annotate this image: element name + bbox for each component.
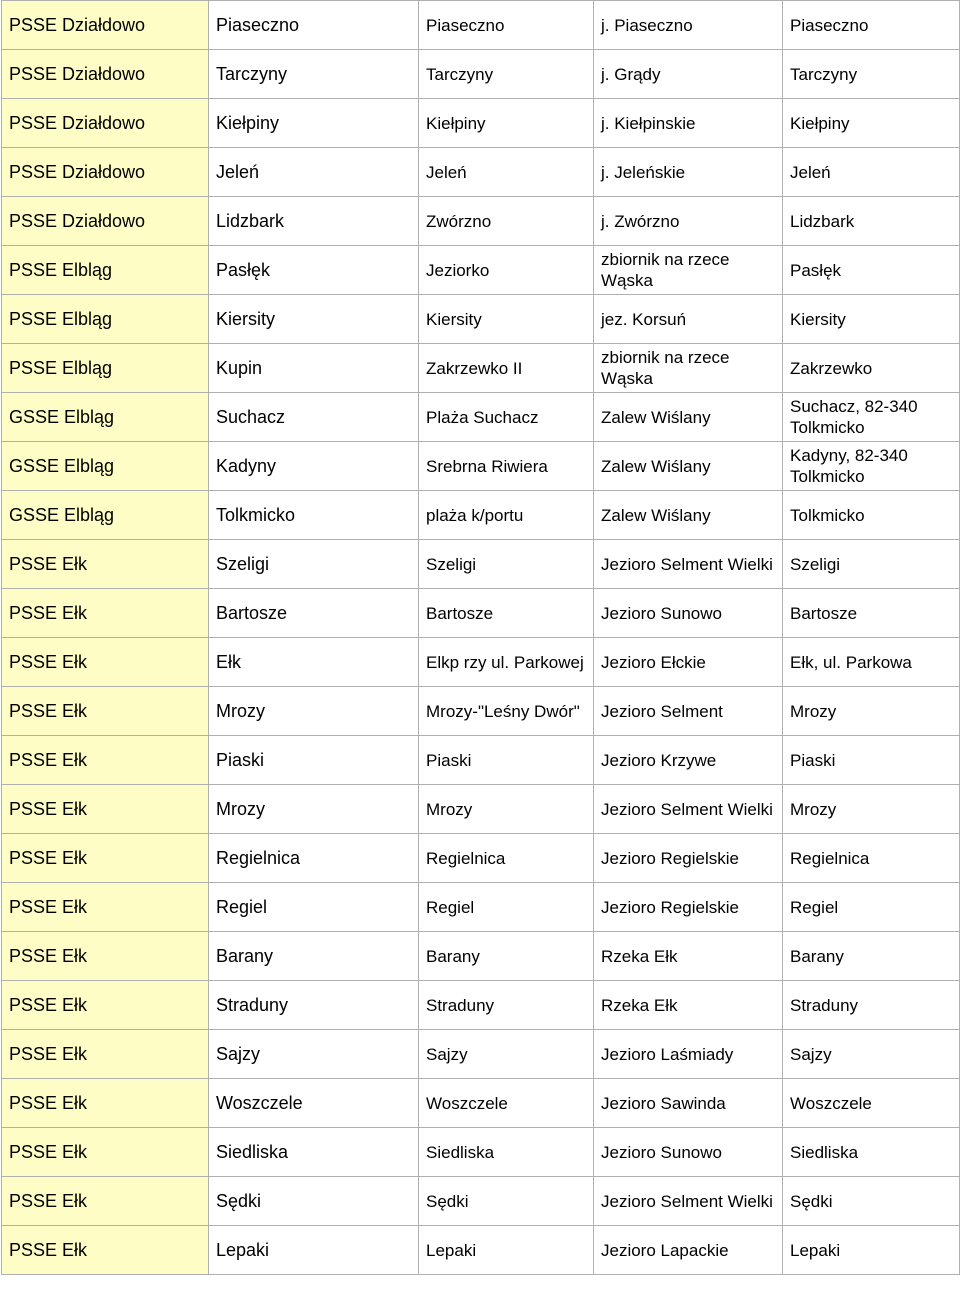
locality-cell: Suchacz bbox=[209, 393, 419, 442]
location-cell: Piaseczno bbox=[783, 1, 960, 50]
location-cell: Kadyny, 82-340 Tolkmicko bbox=[783, 442, 960, 491]
waterbody-cell: Jezioro Selment Wielki bbox=[594, 540, 783, 589]
site-cell: Jeleń bbox=[419, 148, 594, 197]
site-cell: Kiersity bbox=[419, 295, 594, 344]
site-cell: Tarczyny bbox=[419, 50, 594, 99]
location-cell: Tarczyny bbox=[783, 50, 960, 99]
waterbody-cell: j. Zwórzno bbox=[594, 197, 783, 246]
table-row bbox=[2, 589, 960, 638]
station-cell: PSSE Elbląg bbox=[2, 295, 209, 344]
locality-cell: Sędki bbox=[209, 1177, 419, 1226]
site-cell: Sędki bbox=[419, 1177, 594, 1226]
site-cell: Elkp rzy ul. Parkowej bbox=[419, 638, 594, 687]
locality-cell: Regiel bbox=[209, 883, 419, 932]
table-row bbox=[2, 491, 960, 540]
locality-cell: Barany bbox=[209, 932, 419, 981]
site-cell: Piaseczno bbox=[419, 1, 594, 50]
site-cell: Jeziorko bbox=[419, 246, 594, 295]
locality-cell: Sajzy bbox=[209, 1030, 419, 1079]
location-cell: Mrozy bbox=[783, 687, 960, 736]
waterbody-cell: j. Jeleńskie bbox=[594, 148, 783, 197]
locality-cell: Lepaki bbox=[209, 1226, 419, 1275]
locality-cell: Lidzbark bbox=[209, 197, 419, 246]
station-cell: PSSE Ełk bbox=[2, 785, 209, 834]
locality-cell: Kadyny bbox=[209, 442, 419, 491]
table-row bbox=[2, 50, 960, 99]
waterbody-cell: Jezioro Selment bbox=[594, 687, 783, 736]
site-cell: Straduny bbox=[419, 981, 594, 1030]
locality-cell: Mrozy bbox=[209, 785, 419, 834]
waterbody-cell: j. Piaseczno bbox=[594, 1, 783, 50]
site-cell: Mrozy-"Leśny Dwór" bbox=[419, 687, 594, 736]
station-cell: PSSE Ełk bbox=[2, 1030, 209, 1079]
station-cell: PSSE Elbląg bbox=[2, 344, 209, 393]
station-cell: PSSE Ełk bbox=[2, 540, 209, 589]
waterbody-cell: Zalew Wiślany bbox=[594, 393, 783, 442]
table-row bbox=[2, 1079, 960, 1128]
location-cell: Lidzbark bbox=[783, 197, 960, 246]
location-cell: Woszczele bbox=[783, 1079, 960, 1128]
locality-cell: Bartosze bbox=[209, 589, 419, 638]
site-cell: plaża k/portu bbox=[419, 491, 594, 540]
site-cell: Plaża Suchacz bbox=[419, 393, 594, 442]
site-cell: Lepaki bbox=[419, 1226, 594, 1275]
locality-cell: Kupin bbox=[209, 344, 419, 393]
locality-cell: Mrozy bbox=[209, 687, 419, 736]
station-cell: PSSE Działdowo bbox=[2, 148, 209, 197]
waterbody-cell: zbiornik na rzece Wąska bbox=[594, 344, 783, 393]
location-cell: Ełk, ul. Parkowa bbox=[783, 638, 960, 687]
table-row bbox=[2, 638, 960, 687]
location-cell: Barany bbox=[783, 932, 960, 981]
location-cell: Regiel bbox=[783, 883, 960, 932]
station-cell: PSSE Ełk bbox=[2, 736, 209, 785]
location-cell: Regielnica bbox=[783, 834, 960, 883]
station-cell: PSSE Działdowo bbox=[2, 1, 209, 50]
waterbody-cell: Jezioro Regielskie bbox=[594, 883, 783, 932]
location-cell: Zakrzewko bbox=[783, 344, 960, 393]
site-cell: Siedliska bbox=[419, 1128, 594, 1177]
location-cell: Lepaki bbox=[783, 1226, 960, 1275]
site-cell: Kiełpiny bbox=[419, 99, 594, 148]
table-row bbox=[2, 736, 960, 785]
table-row bbox=[2, 687, 960, 736]
site-cell: Piaski bbox=[419, 736, 594, 785]
station-cell: PSSE Działdowo bbox=[2, 99, 209, 148]
waterbody-cell: Jezioro Selment Wielki bbox=[594, 1177, 783, 1226]
locality-cell: Ełk bbox=[209, 638, 419, 687]
station-cell: PSSE Ełk bbox=[2, 1079, 209, 1128]
table-row bbox=[2, 246, 960, 295]
site-cell: Zwórzno bbox=[419, 197, 594, 246]
locality-cell: Pasłęk bbox=[209, 246, 419, 295]
station-cell: PSSE Ełk bbox=[2, 687, 209, 736]
locality-cell: Tarczyny bbox=[209, 50, 419, 99]
location-cell: Suchacz, 82-340 Tolkmicko bbox=[783, 393, 960, 442]
location-cell: Kiersity bbox=[783, 295, 960, 344]
waterbody-cell: jez. Korsuń bbox=[594, 295, 783, 344]
station-cell: GSSE Elbląg bbox=[2, 442, 209, 491]
table-row bbox=[2, 99, 960, 148]
table-row bbox=[2, 393, 960, 442]
table-row bbox=[2, 1128, 960, 1177]
waterbody-cell: Zalew Wiślany bbox=[594, 442, 783, 491]
station-cell: PSSE Ełk bbox=[2, 981, 209, 1030]
locality-cell: Kiełpiny bbox=[209, 99, 419, 148]
locality-cell: Jeleń bbox=[209, 148, 419, 197]
waterbody-cell: Jezioro Selment Wielki bbox=[594, 785, 783, 834]
table-row bbox=[2, 1030, 960, 1079]
location-cell: Bartosze bbox=[783, 589, 960, 638]
table-row bbox=[2, 540, 960, 589]
location-cell: Szeligi bbox=[783, 540, 960, 589]
waterbody-cell: Rzeka Ełk bbox=[594, 981, 783, 1030]
site-cell: Sajzy bbox=[419, 1030, 594, 1079]
station-cell: GSSE Elbląg bbox=[2, 393, 209, 442]
site-cell: Bartosze bbox=[419, 589, 594, 638]
station-cell: PSSE Elbląg bbox=[2, 246, 209, 295]
bathing-sites-table bbox=[1, 0, 960, 1275]
waterbody-cell: Jezioro Regielskie bbox=[594, 834, 783, 883]
site-cell: Szeligi bbox=[419, 540, 594, 589]
location-cell: Tolkmicko bbox=[783, 491, 960, 540]
table-row bbox=[2, 295, 960, 344]
waterbody-cell: Jezioro Ełckie bbox=[594, 638, 783, 687]
waterbody-cell: Rzeka Ełk bbox=[594, 932, 783, 981]
location-cell: Kiełpiny bbox=[783, 99, 960, 148]
waterbody-cell: j. Kiełpinskie bbox=[594, 99, 783, 148]
table-row bbox=[2, 1, 960, 50]
locality-cell: Siedliska bbox=[209, 1128, 419, 1177]
table-row bbox=[2, 785, 960, 834]
locality-cell: Regielnica bbox=[209, 834, 419, 883]
location-cell: Mrozy bbox=[783, 785, 960, 834]
location-cell: Piaski bbox=[783, 736, 960, 785]
table-row bbox=[2, 442, 960, 491]
table-row bbox=[2, 148, 960, 197]
site-cell: Srebrna Riwiera bbox=[419, 442, 594, 491]
locality-cell: Woszczele bbox=[209, 1079, 419, 1128]
waterbody-cell: Jezioro Sunowo bbox=[594, 589, 783, 638]
station-cell: PSSE Ełk bbox=[2, 1226, 209, 1275]
waterbody-cell: Jezioro Lapackie bbox=[594, 1226, 783, 1275]
waterbody-cell: Zalew Wiślany bbox=[594, 491, 783, 540]
location-cell: Straduny bbox=[783, 981, 960, 1030]
site-cell: Regielnica bbox=[419, 834, 594, 883]
station-cell: PSSE Działdowo bbox=[2, 50, 209, 99]
station-cell: GSSE Elbląg bbox=[2, 491, 209, 540]
station-cell: PSSE Ełk bbox=[2, 932, 209, 981]
location-cell: Sajzy bbox=[783, 1030, 960, 1079]
location-cell: Pasłęk bbox=[783, 246, 960, 295]
waterbody-cell: Jezioro Krzywe bbox=[594, 736, 783, 785]
station-cell: PSSE Działdowo bbox=[2, 197, 209, 246]
waterbody-cell: Jezioro Sawinda bbox=[594, 1079, 783, 1128]
locality-cell: Piaseczno bbox=[209, 1, 419, 50]
locality-cell: Piaski bbox=[209, 736, 419, 785]
station-cell: PSSE Ełk bbox=[2, 589, 209, 638]
site-cell: Woszczele bbox=[419, 1079, 594, 1128]
station-cell: PSSE Ełk bbox=[2, 1128, 209, 1177]
station-cell: PSSE Ełk bbox=[2, 883, 209, 932]
location-cell: Sędki bbox=[783, 1177, 960, 1226]
station-cell: PSSE Ełk bbox=[2, 638, 209, 687]
table-row bbox=[2, 344, 960, 393]
locality-cell: Straduny bbox=[209, 981, 419, 1030]
waterbody-cell: j. Grądy bbox=[594, 50, 783, 99]
table-row bbox=[2, 834, 960, 883]
site-cell: Barany bbox=[419, 932, 594, 981]
waterbody-cell: Jezioro Sunowo bbox=[594, 1128, 783, 1177]
table-body bbox=[2, 1, 960, 1275]
site-cell: Zakrzewko II bbox=[419, 344, 594, 393]
table-row bbox=[2, 981, 960, 1030]
locality-cell: Szeligi bbox=[209, 540, 419, 589]
location-cell: Siedliska bbox=[783, 1128, 960, 1177]
locality-cell: Kiersity bbox=[209, 295, 419, 344]
locality-cell: Tolkmicko bbox=[209, 491, 419, 540]
waterbody-cell: Jezioro Laśmiady bbox=[594, 1030, 783, 1079]
table-row bbox=[2, 932, 960, 981]
table-row bbox=[2, 1226, 960, 1275]
waterbody-cell: zbiornik na rzece Wąska bbox=[594, 246, 783, 295]
station-cell: PSSE Ełk bbox=[2, 834, 209, 883]
location-cell: Jeleń bbox=[783, 148, 960, 197]
table-row bbox=[2, 1177, 960, 1226]
table-row bbox=[2, 197, 960, 246]
site-cell: Regiel bbox=[419, 883, 594, 932]
station-cell: PSSE Ełk bbox=[2, 1177, 209, 1226]
table-row bbox=[2, 883, 960, 932]
site-cell: Mrozy bbox=[419, 785, 594, 834]
